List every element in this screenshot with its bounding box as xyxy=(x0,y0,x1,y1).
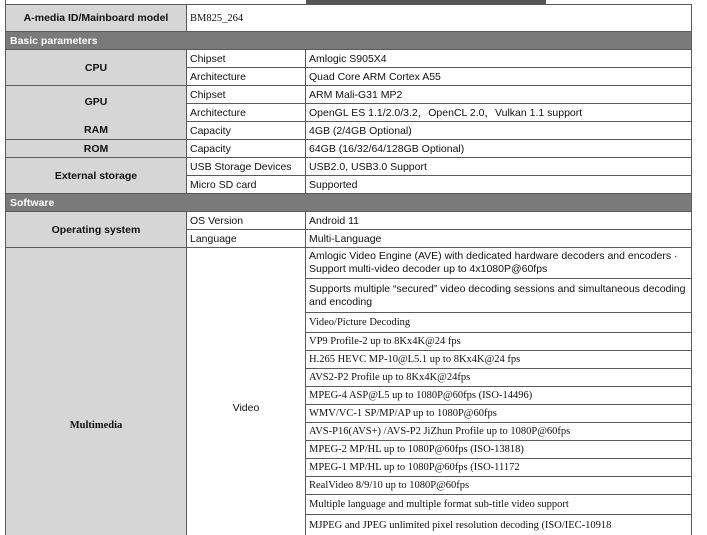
gpu-ram-label-block xyxy=(6,86,187,140)
gpu-chipset-value: ARM Mali-G31 MP2 xyxy=(306,86,692,104)
model-label: A-media ID/Mainboard model xyxy=(6,5,187,32)
external-storage-label: External storage xyxy=(6,158,187,194)
micro-sd-label: Micro SD card xyxy=(187,176,306,194)
gpu-label: GPU xyxy=(84,96,108,108)
rom-capacity-label: Capacity xyxy=(187,140,306,158)
model-value: BM825_264 xyxy=(187,5,692,32)
cpu-chipset-value: Amlogic S905X4 xyxy=(306,50,692,68)
video-item-mpeg4: MPEG-4 ASP@L5 up to 1080P@60fps (ISO-14496) xyxy=(306,387,692,405)
video-item-wmv: WMV/VC-1 SP/MP/AP up to 1080P@60fps xyxy=(306,405,692,423)
video-label: Video xyxy=(232,402,260,414)
cpu-chipset-label: Chipset xyxy=(187,50,306,68)
rom-capacity-value: 64GB (16/32/64/128GB Optional) xyxy=(306,140,692,158)
section-basic-parameters: Basic parameters xyxy=(6,32,692,50)
video-item-secured: Supports multiple “secured” video decoding sessions and simultaneous decoding and encoding xyxy=(306,279,692,313)
video-item-vp9: VP9 Profile-2 up to 8Kx4K@24 fps xyxy=(306,333,692,351)
micro-sd-value: Supported xyxy=(306,176,692,194)
operating-system-label: Operating system xyxy=(6,212,187,248)
cpu-arch-label: Architecture xyxy=(187,68,306,86)
video-item-mjpeg: MJPEG and JPEG unlimited pixel resolution decoding (ISO/IEC-10918 xyxy=(306,515,692,535)
multimedia-label-cell xyxy=(6,248,187,535)
ram-label: RAM xyxy=(84,124,108,136)
video-item-avs-p16: AVS-P16(AVS+) /AVS-P2 JiZhun Profile up to 1080P@60fps xyxy=(306,423,692,441)
section-software: Software xyxy=(6,194,692,212)
video-item-ave: Amlogic Video Engine (AVE) with dedicated hardware decoders and encoders · Support multi-video decoder up to 4x1080P@60fps xyxy=(306,248,692,279)
ram-capacity-label: Capacity xyxy=(187,122,306,140)
video-item-subtitle: Multiple language and multiple format sub-title video support xyxy=(306,495,692,515)
multimedia-label: Multimedia xyxy=(69,420,123,431)
video-item-h265: H.265 HEVC MP-10@L5.1 up to 8Kx4K@24 fps xyxy=(306,351,692,369)
usb-storage-value: USB2.0, USB3.0 Support xyxy=(306,158,692,176)
gpu-arch-label: Architecture xyxy=(187,104,306,122)
video-item-avs2: AVS2-P2 Profile up to 8Kx4K@24fps xyxy=(306,369,692,387)
os-version-value: Android 11 xyxy=(306,212,692,230)
os-language-label: Language xyxy=(187,230,306,248)
os-language-value: Multi-Language xyxy=(306,230,692,248)
gpu-chipset-label: Chipset xyxy=(187,86,306,104)
cpu-label: CPU xyxy=(6,50,187,86)
video-item-mpeg1: MPEG-1 MP/HL up to 1080P@60fps (ISO-11172 xyxy=(306,459,692,477)
usb-storage-label: USB Storage Devices xyxy=(187,158,306,176)
os-version-label: OS Version xyxy=(187,212,306,230)
gpu-arch-value: OpenGL ES 1.1/2.0/3.2，OpenCL 2.0，Vulkan 1.1 support xyxy=(306,104,692,122)
video-label-cell xyxy=(187,248,306,535)
ram-capacity-value: 4GB (2/4GB Optional) xyxy=(306,122,692,140)
cpu-arch-value: Quad Core ARM Cortex A55 xyxy=(306,68,692,86)
video-item-realvideo: RealVideo 8/9/10 up to 1080P@60fps xyxy=(306,477,692,495)
rom-label: ROM xyxy=(6,140,187,158)
video-item-mpeg2: MPEG-2 MP/HL up to 1080P@60fps (ISO-13818) xyxy=(306,441,692,459)
video-item-decoding-title: Video/Picture Decoding xyxy=(306,313,692,333)
